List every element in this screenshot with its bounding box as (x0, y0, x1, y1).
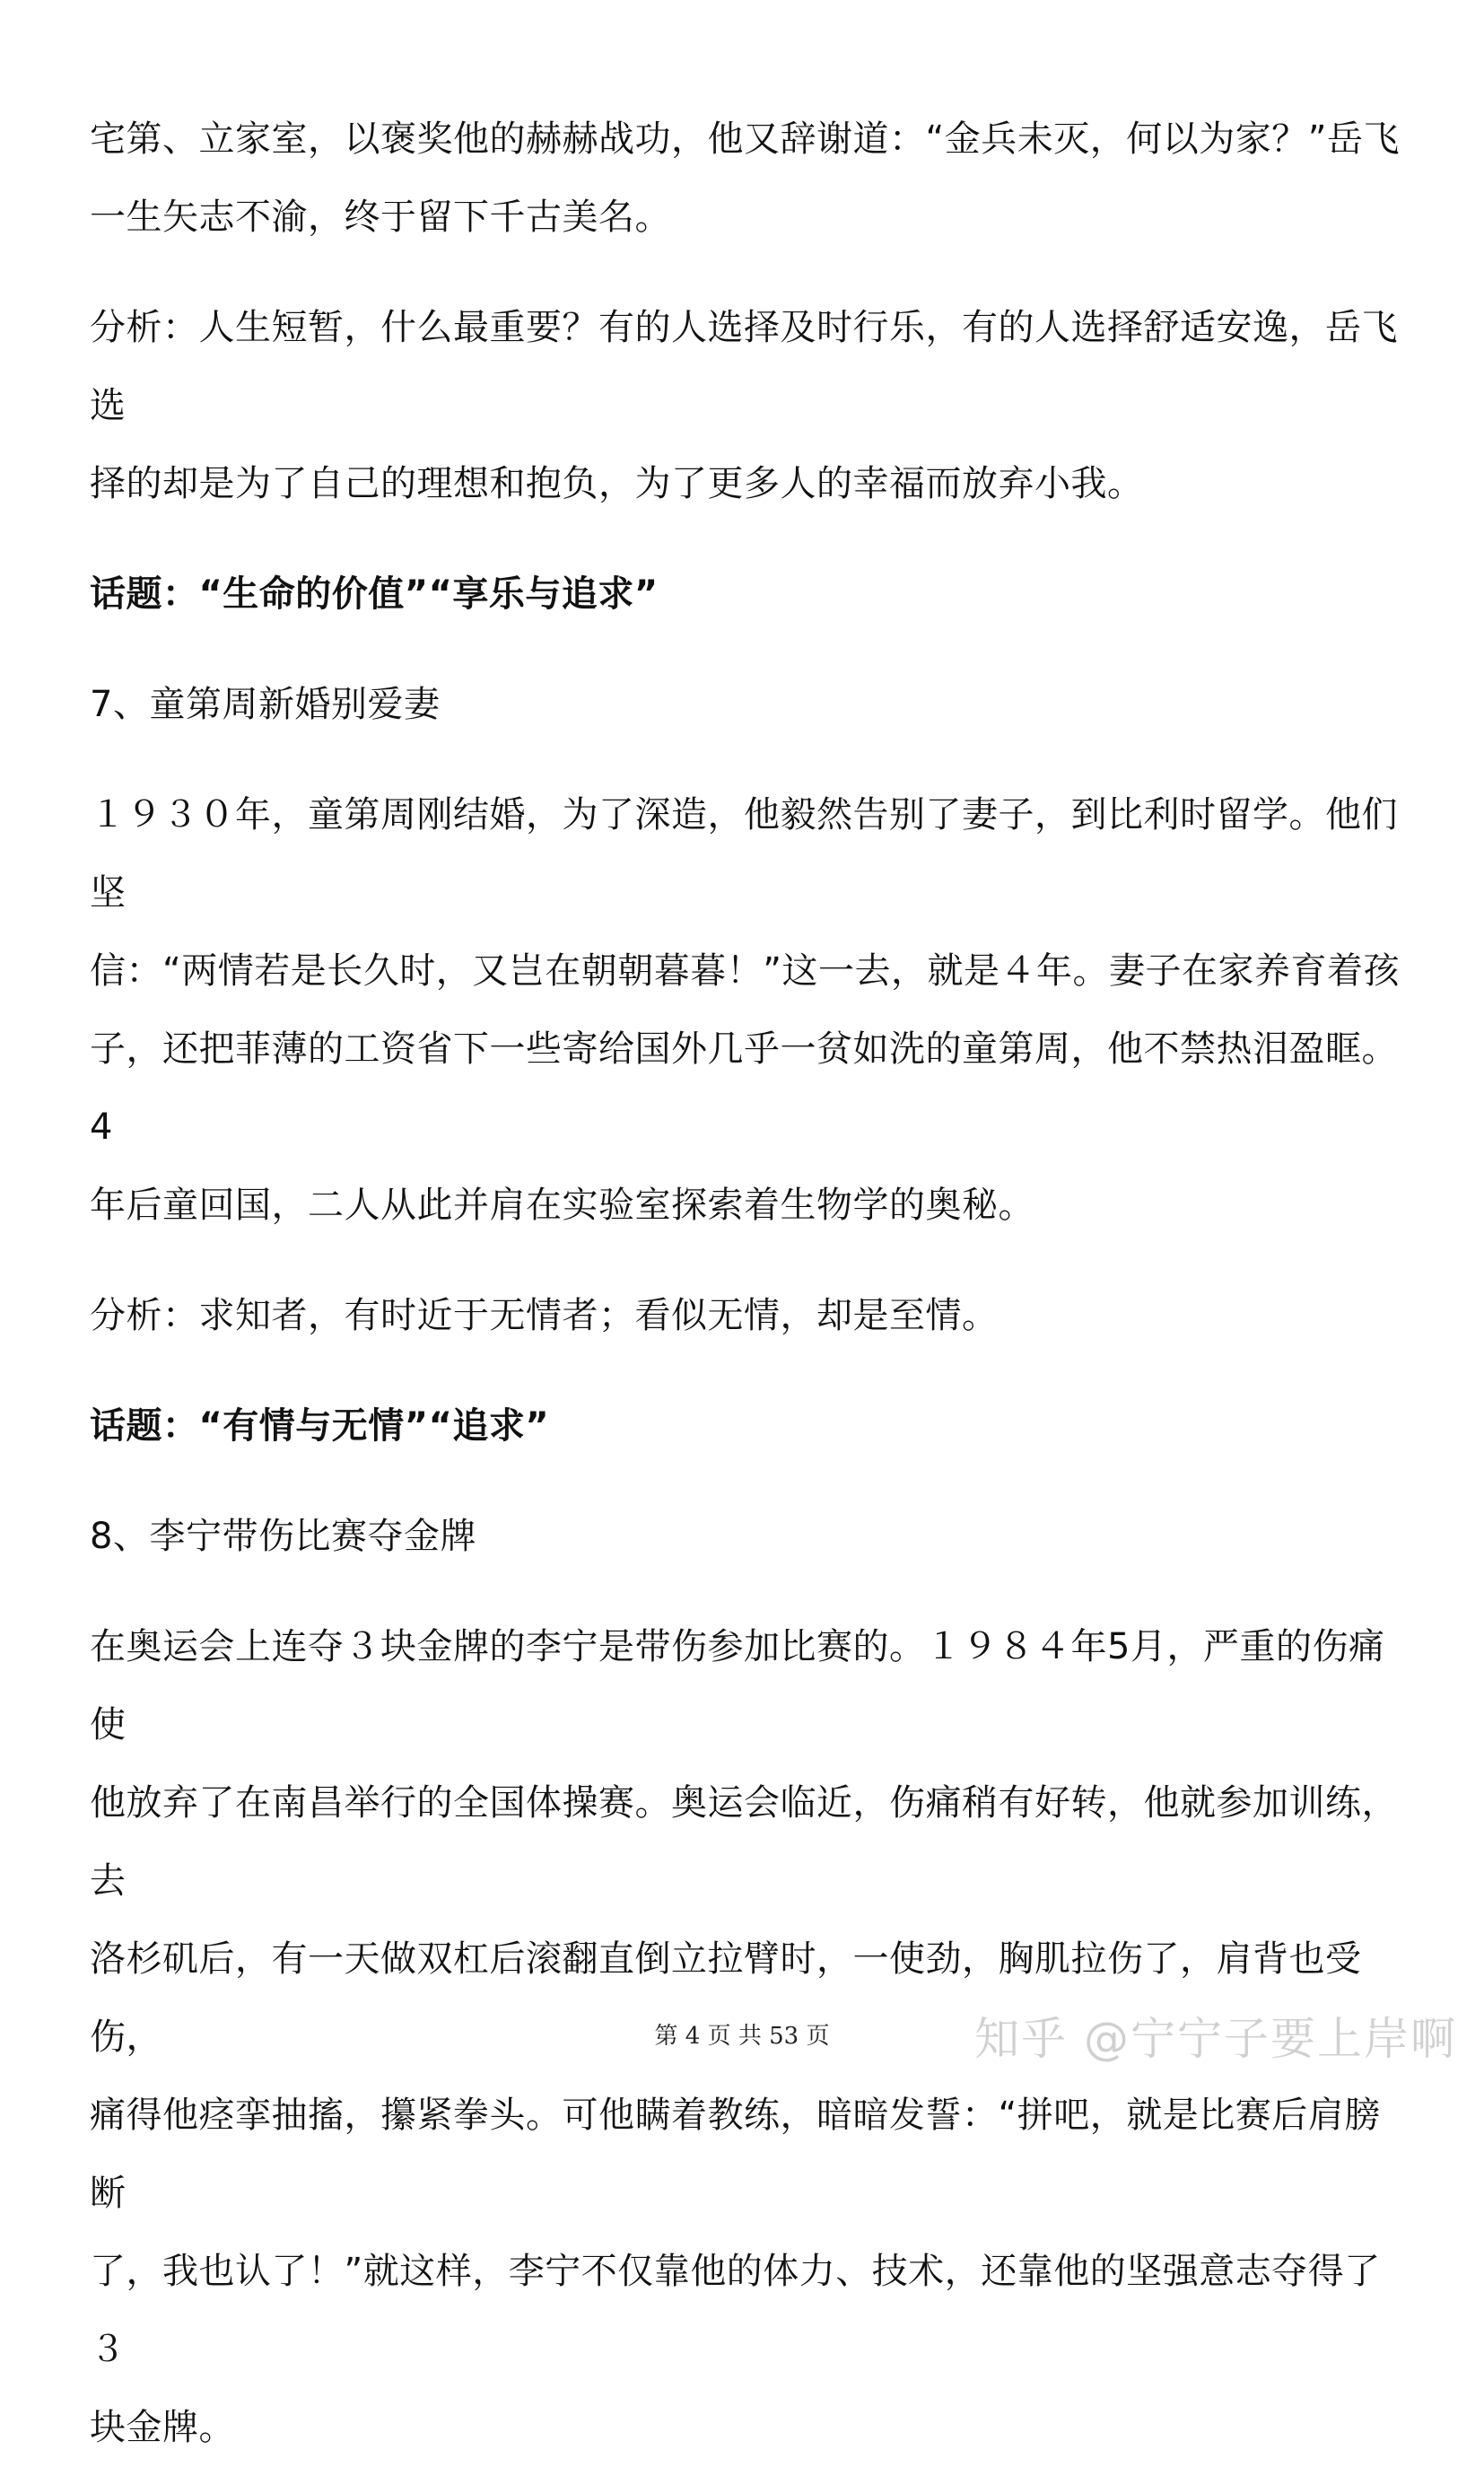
paragraph-line: １９３０年，童第周刚结婚，为了深造，他毅然告别了妻子，到比利时留学。他们坚 (90, 794, 1398, 914)
analysis-line: 分析：人生短暂，什么最重要？有的人选择及时行乐，有的人选择舒适安逸，岳飞选 (90, 307, 1398, 426)
page-number: 第 4 页 共 53 页 (654, 2023, 830, 2050)
paragraph-line: 在奥运会上连夺３块金牌的李宁是带伤参加比赛的。１９８４年5月，严重的伤痛使 (90, 1626, 1385, 1745)
paragraph-line: 信：“两情若是长久时，又岂在朝朝暮暮！”这一去，就是４年。妻子在家养育着孩 (90, 950, 1400, 992)
section-heading-7: 7、童第周新婚别爱妻 (90, 684, 441, 725)
topic-heading: 话题：“生命的价值”“享乐与追求” (90, 573, 659, 615)
section-heading-8: 8、李宁带伤比赛夺金牌 (90, 1516, 476, 1557)
paragraph-line: 子，还把菲薄的工资省下一些寄给国外几乎一贫如洗的童第周，他不禁热泪盈眶。4 (90, 1028, 1398, 1148)
paragraph-line: 他放弃了在南昌举行的全国体操赛。奥运会临近，伤痛稍有好转，他就参加训练，去 (90, 1782, 1398, 1902)
document-body (90, 101, 1400, 2467)
topic-heading: 话题：“有情与无情”“追求” (90, 1405, 550, 1447)
paragraph-line: 了，我也认了！”就这样，李宁不仅靠他的体力、技术，还靠他的坚强意志夺得了３ (90, 2251, 1381, 2370)
paragraph-line: 一生矢志不渝，终于留下千古美名。 (90, 197, 671, 238)
paragraph-line: 痛得他痉挛抽搐，攥紧拳头。可他瞒着教练，暗暗发誓：“拼吧，就是比赛后肩膀断 (90, 2095, 1381, 2214)
paragraph-line: 年后童回国，二人从此并肩在实验室探索着生物学的奥秘。 (90, 1185, 1034, 1226)
zhihu-watermark: 知乎 @宁宁子要上岸啊 (974, 2013, 1457, 2065)
analysis-line: 分析：求知者，有时近于无情者；看似无情，却是至情。 (90, 1295, 999, 1336)
analysis-line: 择的却是为了自己的理想和抱负，为了更多人的幸福而放弃小我。 (90, 463, 1144, 504)
paragraph-line: 洛杉矶后，有一天做双杠后滚翻直倒立拉臂时，一使劲，胸肌拉伤了，肩背也受伤， (90, 1938, 1362, 2058)
paragraph-line: 宅第、立家室，以褒奖他的赫赫战功，他又辞谢道：“金兵未灭，何以为家？”岳飞 (90, 118, 1400, 160)
paragraph-line: 块金牌。 (90, 2407, 235, 2448)
